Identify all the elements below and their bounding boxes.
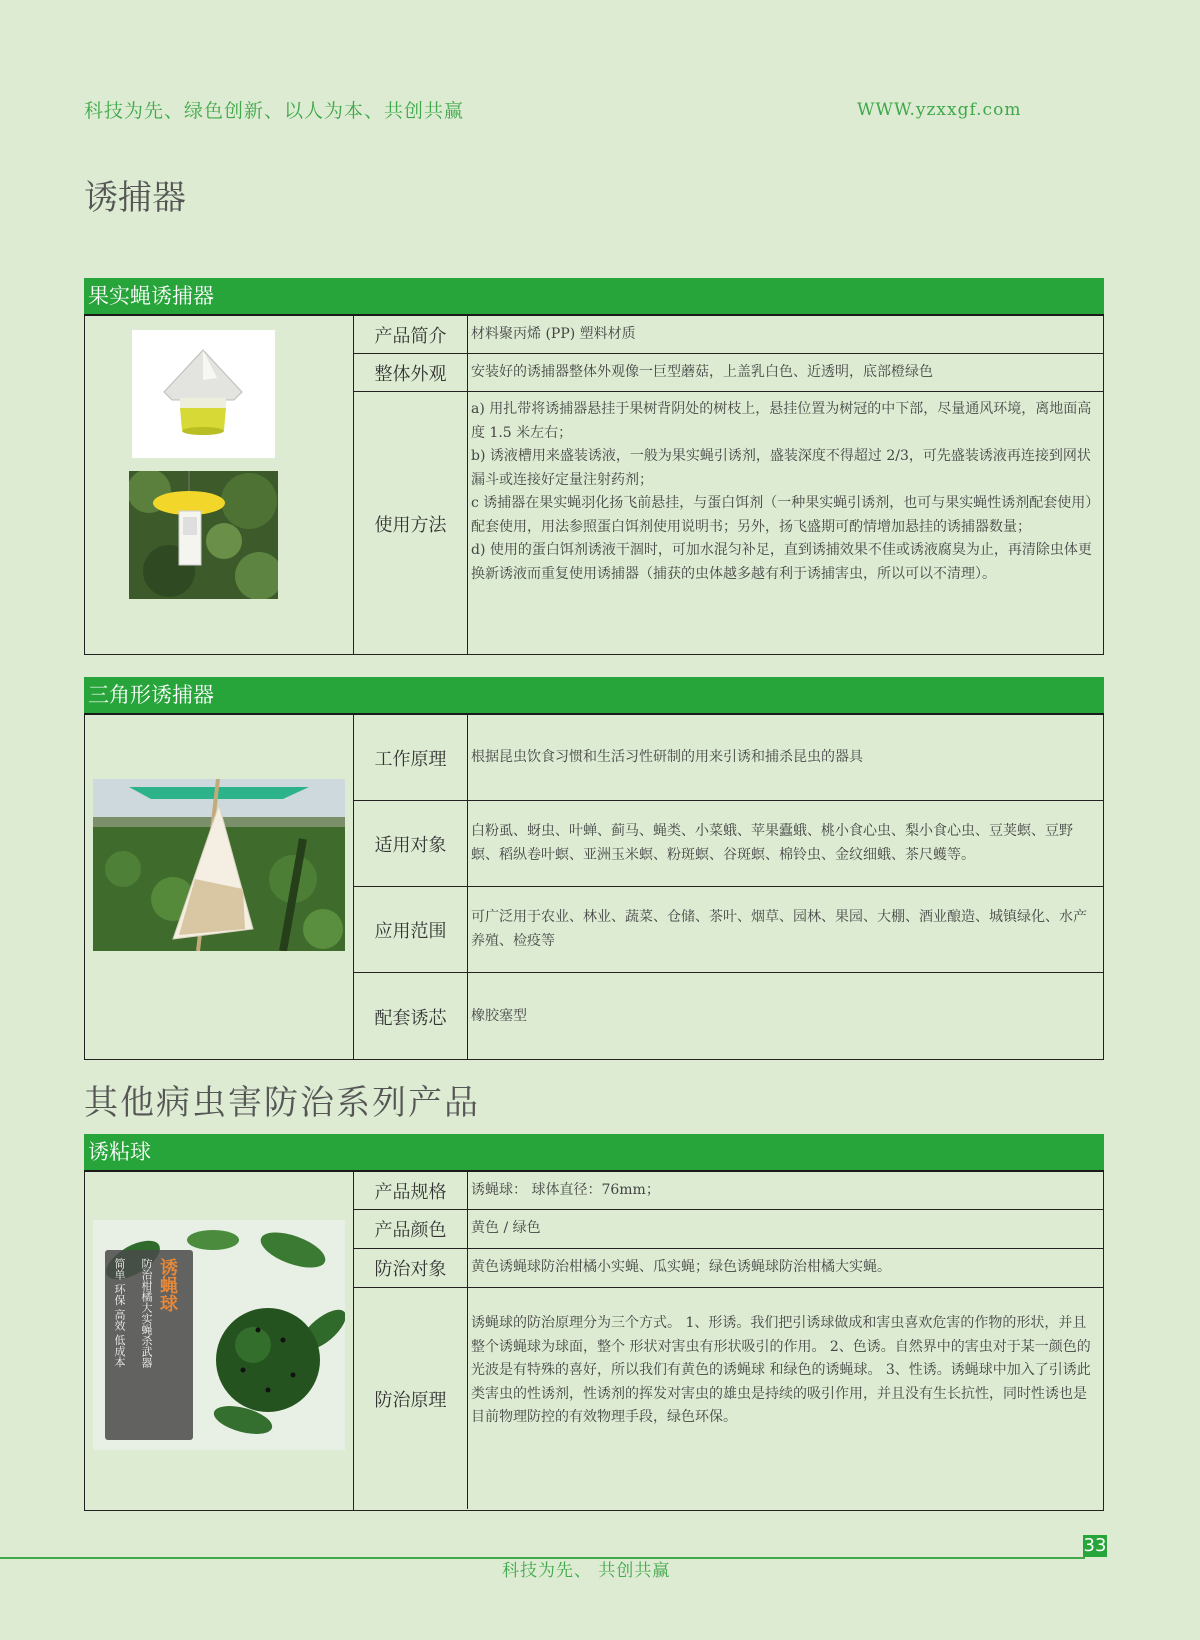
usage-step-d: d) 使用的蛋白饵剂诱液干涸时，可加水混匀补足，直到诱捕效果不佳或诱液腐臭为止，再清除虫体更换新诱液而重复使用诱捕器（捕获的虫体越多越有利于诱捕害虫，所以可以不清理）。 bbox=[471, 542, 1092, 582]
fruitfly-trap-photo bbox=[132, 330, 275, 458]
row-value: 诱蝇球的防治原理分为三个方式。 1、形诱。我们把引诱球做成和害虫喜欢危害的作物的形状，并且整个诱蝇球为球面，整个 形状对害虫有形状吸引的作用。 2、色诱。自然界中的害虫对于某一颜色的光波是有特殊的喜好，所以我们有黄色的诱蝇球 和绿色的诱蝇球。 3、性诱。诱蝇球中加入了引诱此类害虫的性诱剂，性诱剂的挥发对害虫的雄虫是持续的吸引作用，并且没有生长抗性，同时性诱也是目前物理防控的有效物理手段，绿色环保。 bbox=[471, 1315, 1091, 1425]
usage-step-c: c 诱捕器在果实蝇羽化扬飞前悬挂，与蛋白饵剂（一种果实蝇引诱剂，也可与果实蝇性诱剂配套使用）配套使用，用法参照蛋白饵剂使用说明书；另外，扬飞盛期可酌情增加悬挂的诱捕器数量； bbox=[471, 495, 1093, 535]
row-product-intro bbox=[354, 316, 1103, 354]
row-label: 应用范围 bbox=[354, 887, 468, 972]
row-label: 使用方法 bbox=[354, 392, 468, 655]
row-control-target bbox=[354, 1249, 1103, 1288]
header-slogan: 科技为先、绿色创新、以人为本、共创共赢 bbox=[84, 100, 465, 122]
row-usage bbox=[354, 392, 1103, 655]
row-label: 产品颜色 bbox=[354, 1210, 468, 1248]
row-value bbox=[471, 392, 1097, 655]
product-image-column bbox=[85, 316, 354, 654]
row-value: 诱蝇球： 球体直径：76mm； bbox=[471, 1181, 660, 1198]
usage-step-b: b) 诱液槽用来盛装诱液，一般为果实蝇引诱剂，盛装深度不得超过 2/3，可先盛装诱液再连接到网状漏斗或连接好定量注射药剂； bbox=[471, 448, 1091, 488]
row-label: 防治对象 bbox=[354, 1249, 468, 1287]
row-label: 配套诱芯 bbox=[354, 973, 468, 1060]
row-value: 黄色诱蝇球防治柑橘小实蝇、瓜实蝇；绿色诱蝇球防治柑橘大实蝇。 bbox=[471, 1259, 891, 1276]
row-specification bbox=[354, 1172, 1103, 1210]
section-header: 果实蝇诱捕器 bbox=[84, 278, 1104, 316]
row-label: 产品简介 bbox=[354, 316, 468, 353]
row-label: 适用对象 bbox=[354, 801, 468, 886]
row-value: 安装好的诱捕器整体外观像一巨型蘑菇，上盖乳白色、近透明，底部橙绿色 bbox=[471, 363, 933, 380]
footer-slogan: 科技为先、 共创共赢 bbox=[502, 1561, 671, 1581]
sticky-ball-photo bbox=[93, 1220, 345, 1450]
row-target-pests bbox=[354, 801, 1103, 887]
row-label: 产品规格 bbox=[354, 1172, 468, 1209]
row-label: 工作原理 bbox=[354, 715, 468, 800]
product-image-column bbox=[85, 1172, 354, 1510]
row-value: 根据昆虫饮食习惯和生活习性研制的用来引诱和捕杀昆虫的器具 bbox=[471, 748, 863, 765]
section-sticky-ball bbox=[84, 1134, 1104, 1511]
row-value: 材料聚丙烯 (PP) 塑料材质 bbox=[471, 325, 636, 342]
row-value: 可广泛用于农业、林业、蔬菜、仓储、茶叶、烟草、园林、果园、大棚、酒业酿造、城镇绿化、水产养殖、检疫等 bbox=[471, 909, 1087, 949]
sticky-ball-image-slogan: 简单 环保 高效 低成本 bbox=[113, 1258, 126, 1368]
row-color bbox=[354, 1210, 1103, 1249]
row-working-principle bbox=[354, 715, 1103, 801]
section-fruitfly-trap bbox=[84, 278, 1104, 655]
row-appearance bbox=[354, 354, 1103, 392]
sticky-ball-image-title: 诱蝇球 bbox=[157, 1258, 178, 1312]
section-header: 诱粘球 bbox=[84, 1134, 1104, 1172]
page-title: 诱捕器 bbox=[84, 178, 186, 218]
row-label: 防治原理 bbox=[354, 1288, 468, 1509]
section-header: 三角形诱捕器 bbox=[84, 677, 1104, 715]
row-application-scope bbox=[354, 887, 1103, 973]
row-label: 整体外观 bbox=[354, 354, 468, 391]
sticky-ball-image-caption: 防治柑橘大实蝇杀武器 bbox=[140, 1258, 153, 1368]
series-title: 其他病虫害防治系列产品 bbox=[84, 1083, 480, 1123]
row-value: 黄色 / 绿色 bbox=[471, 1220, 541, 1237]
row-value: 白粉虱、蚜虫、叶蝉、蓟马、蝇类、小菜蛾、苹果蠹蛾、桃小食心虫、梨小食心虫、豆荚螟、豆野螟、稻纵卷叶螟、亚洲玉米螟、粉斑螟、谷斑螟、棉铃虫、金纹细蛾、茶尺蠖等。 bbox=[471, 823, 1073, 863]
row-control-principle bbox=[354, 1288, 1103, 1509]
product-image-column bbox=[85, 715, 354, 1059]
section-triangle-trap bbox=[84, 677, 1104, 1060]
fruitfly-trap-in-tree-photo bbox=[129, 471, 278, 599]
page-number: 33 bbox=[1083, 1535, 1107, 1556]
usage-step-a: a) 用扎带将诱捕器悬挂于果树背阴处的树枝上，悬挂位置为树冠的中下部，尽量通风环境，离地面高度 1.5 米左右； bbox=[471, 401, 1092, 441]
row-value: 橡胶塞型 bbox=[471, 1007, 527, 1024]
row-lure-core bbox=[354, 973, 1103, 1060]
header-website[interactable]: WWW.yzxxgf.com bbox=[857, 100, 1022, 120]
triangle-trap-photo bbox=[93, 779, 345, 951]
